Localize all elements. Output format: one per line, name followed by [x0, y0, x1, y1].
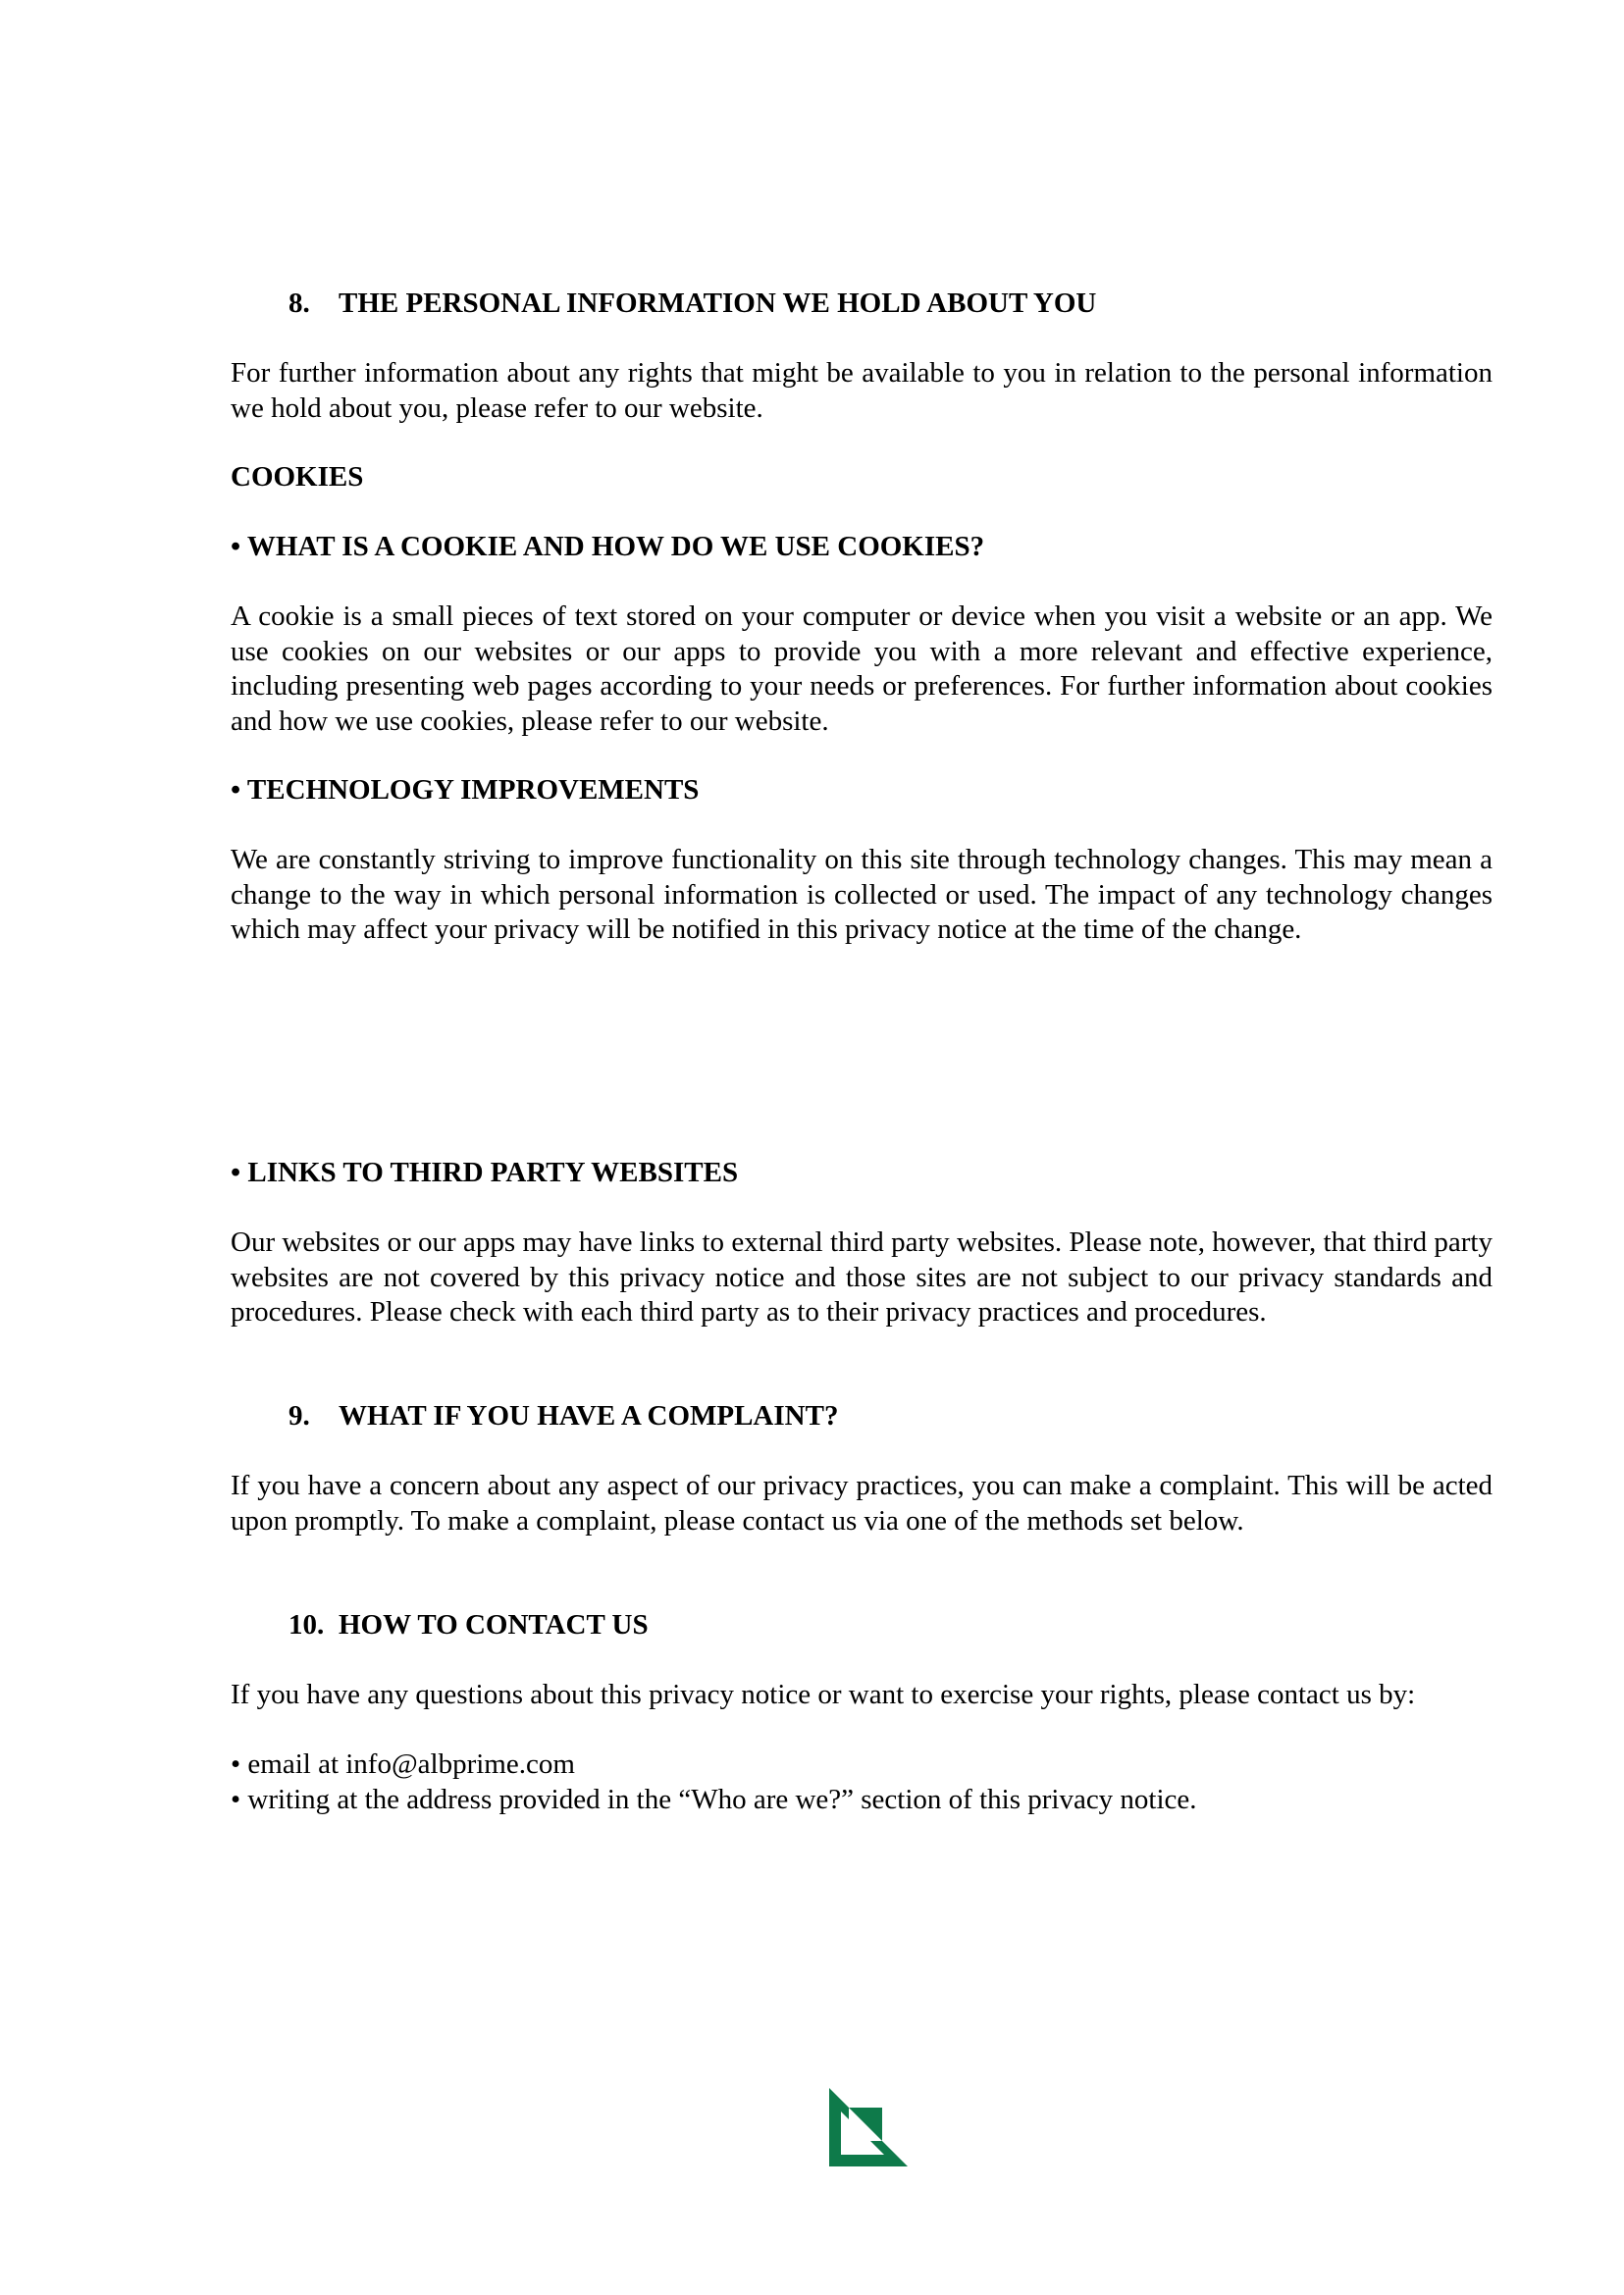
section-8-number: 8. — [288, 287, 310, 319]
albprime-logo-icon — [829, 2088, 908, 2166]
third-party-links-body: Our websites or our apps may have links to external third party websites. Please note, however, that third party websites are not covered by this privacy notice and those sites are not subject to our privacy standards and procedures. Please check with each third party as to their privacy practices and procedures. — [231, 1226, 1493, 1328]
what-is-cookie-body: A cookie is a small pieces of text stored on your computer or device when you visit a website or an app. We use cookies on our websites or our apps to provide you with a more relevant and effective experience, including presenting web pages according to your needs or preferences. For further information about cookies and how we use cookies, please refer to our website. — [231, 600, 1493, 737]
section-9-heading — [288, 1399, 838, 1434]
section-8-title: THE PERSONAL INFORMATION WE HOLD ABOUT YOU — [339, 287, 1097, 319]
contact-method-writing: • writing at the address provided in the “Who are we?” section of this privacy notice. — [231, 1783, 1197, 1815]
section-9-title: WHAT IF YOU HAVE A COMPLAINT? — [339, 1400, 839, 1432]
technology-improvements-heading: • TECHNOLOGY IMPROVEMENTS — [231, 774, 700, 806]
third-party-links-heading: • LINKS TO THIRD PARTY WEBSITES — [231, 1157, 739, 1188]
what-is-cookie-heading-block — [231, 530, 1493, 565]
section-9-body-block — [231, 1469, 1493, 1539]
technology-improvements-heading-block — [231, 773, 1493, 808]
section-8-body-block — [231, 356, 1493, 426]
what-is-cookie-body-block — [231, 600, 1493, 739]
contact-methods-list — [231, 1747, 1493, 1817]
section-10-number: 10. — [288, 1609, 325, 1641]
section-9-body: If you have a concern about any aspect of our privacy practices, you can make a complaint. This will be acted upon promptly. To make a complaint, please contact us via one of the methods set below. — [231, 1470, 1493, 1537]
what-is-cookie-heading: • WHAT IS A COOKIE AND HOW DO WE USE COOKIES? — [231, 531, 985, 562]
section-10-title: HOW TO CONTACT US — [339, 1609, 649, 1641]
section-10-heading — [288, 1608, 649, 1643]
technology-improvements-body: We are constantly striving to improve functionality on this site through technology changes. This may mean a change to the way in which personal information is collected or used. The impact of any technology changes which may affect your privacy will be notified in this privacy notice at the time of the change. — [231, 844, 1493, 945]
third-party-links-heading-block — [231, 1156, 1493, 1191]
section-8-heading — [288, 287, 1096, 322]
section-9-number: 9. — [288, 1400, 310, 1432]
cookies-heading: COOKIES — [231, 461, 364, 493]
section-8-body: For further information about any rights that might be available to you in relation to the personal information we hold about you, please refer to our website. — [231, 357, 1493, 424]
section-10-body-block — [231, 1678, 1493, 1713]
technology-improvements-body-block — [231, 843, 1493, 948]
third-party-links-body-block — [231, 1226, 1493, 1330]
contact-method-email: • email at info@albprime.com — [231, 1748, 575, 1780]
cookies-heading-block — [231, 460, 1493, 496]
section-10-body: If you have any questions about this privacy notice or want to exercise your rights, please contact us by: — [231, 1679, 1416, 1710]
